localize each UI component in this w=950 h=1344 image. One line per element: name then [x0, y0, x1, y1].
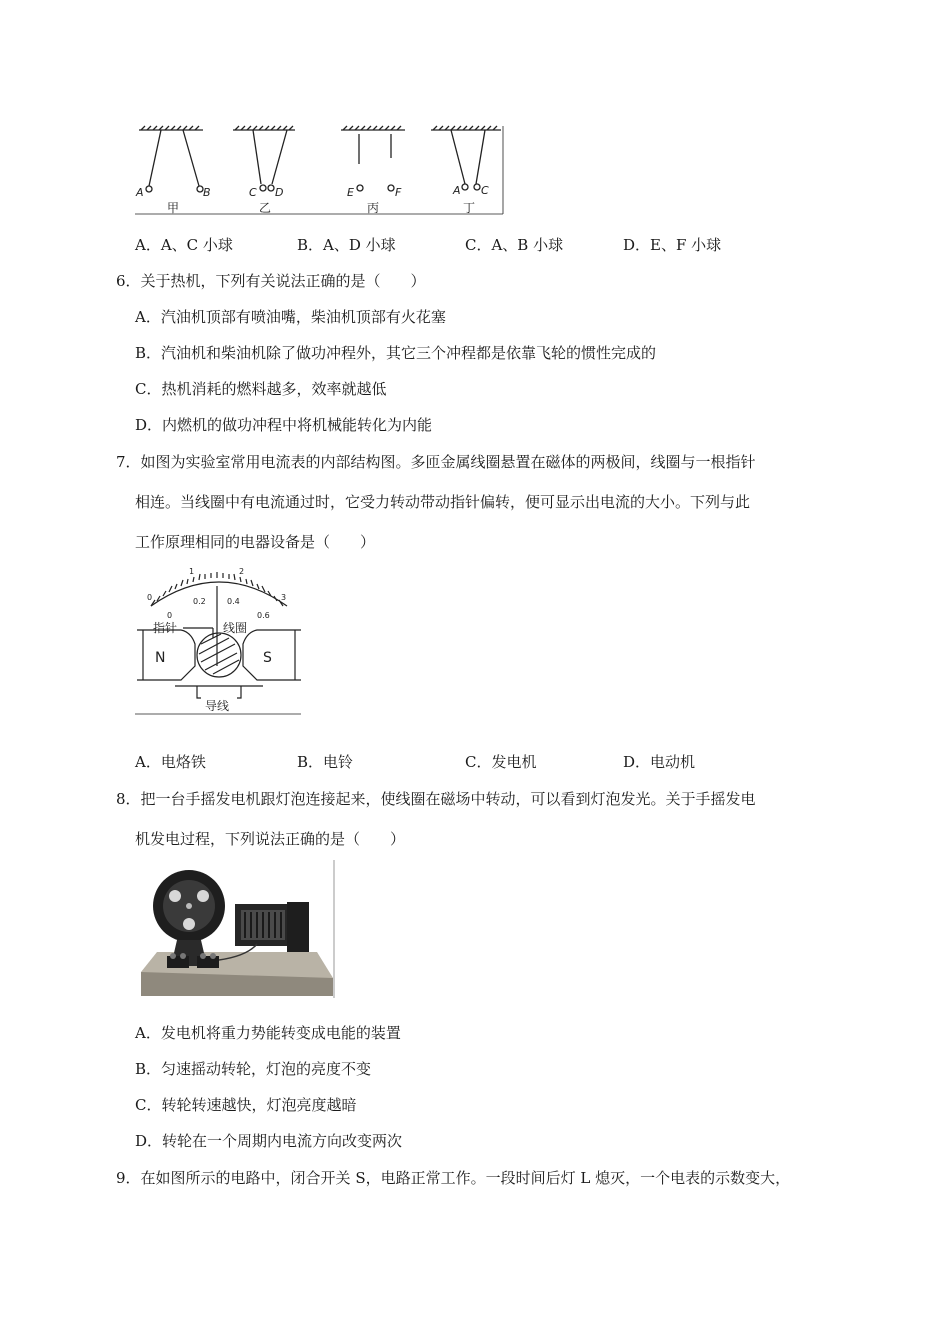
q8-option-a[interactable]: A．发电机将重力势能转变成电能的装置: [135, 1024, 401, 1042]
ammeter-tick-2: 2: [239, 567, 245, 576]
coil-label: 线圈: [223, 621, 248, 635]
q5-options: [135, 235, 835, 255]
ammeter-tick-02: 0.2: [193, 597, 206, 606]
q6-option-a[interactable]: A．汽油机顶部有喷油嘴，柴油机顶部有火花塞: [135, 308, 446, 326]
q8-stem-line-2: 机发电过程，下列说法正确的是（ ）: [135, 830, 406, 848]
pendulum-figure: [135, 124, 505, 216]
north-pole-label: N: [155, 650, 166, 666]
ammeter-tick-06: 0.6: [257, 611, 270, 620]
q9-stem: 9．在如图所示的电路中，闭合开关 S，电路正常工作。一段时间后灯 L 熄灭，一个电表的示数变大，: [116, 1169, 791, 1187]
q7-stem-line-1: 7．如图为实验室常用电流表的内部结构图。多匝金属线圈悬置在磁体的两极间，线圈与一根指针: [116, 453, 756, 471]
q5-option-a[interactable]: A．A、C 小球: [135, 236, 233, 254]
pointer-label: 指针: [153, 621, 178, 635]
ball-label-d: D: [275, 186, 284, 199]
q6-option-c[interactable]: C．热机消耗的燃料越多，效率就越低: [135, 380, 387, 398]
south-pole-label: S: [263, 650, 272, 666]
q7-options: [135, 752, 835, 772]
ammeter-figure: [135, 562, 303, 718]
q8-option-b[interactable]: B．匀速摇动转轮，灯泡的亮度不变: [135, 1060, 372, 1078]
ammeter-tick-0b: 0: [167, 611, 173, 620]
figure-label-jia: 甲: [167, 201, 180, 215]
figure-label-bing: 丙: [367, 201, 380, 215]
ball-label-a: A: [136, 186, 144, 199]
q5-option-c[interactable]: C．A、B 小球: [465, 236, 564, 254]
ball-label-f: F: [395, 186, 402, 199]
wire-label: 导线: [205, 699, 230, 713]
q8-stem-line-1: 8．把一台手摇发电机跟灯泡连接起来，使线圈在磁场中转动，可以看到灯泡发光。关于手摇发电: [116, 790, 756, 808]
ammeter-tick-1: 1: [189, 567, 195, 576]
ball-label-e: E: [347, 186, 354, 199]
q5-option-b[interactable]: B．A、D 小球: [297, 236, 396, 254]
ammeter-tick-3: 3: [281, 593, 287, 602]
q6-option-b[interactable]: B．汽油机和柴油机除了做功冲程外，其它三个冲程都是依靠飞轮的惯性完成的: [135, 344, 657, 362]
q7-stem-line-3: 工作原理相同的电器设备是（ ）: [135, 533, 376, 551]
q7-option-d[interactable]: D．电动机: [623, 753, 696, 771]
ammeter-tick-04: 0.4: [227, 597, 240, 606]
figure-label-yi: 乙: [259, 201, 272, 215]
q5-option-d[interactable]: D．E、F 小球: [623, 236, 722, 254]
q8-option-d[interactable]: D．转轮在一个周期内电流方向改变两次: [135, 1132, 403, 1150]
q6-option-d[interactable]: D．内燃机的做功冲程中将机械能转化为内能: [135, 416, 433, 434]
q7-option-c[interactable]: C．发电机: [465, 753, 537, 771]
ammeter-tick-0: 0: [147, 593, 153, 602]
ball-label-c: C: [249, 186, 257, 199]
ball-label-a2: A: [453, 184, 461, 197]
q7-option-b[interactable]: B．电铃: [297, 753, 354, 771]
ball-label-b: B: [203, 186, 211, 199]
ball-label-c2: C: [481, 184, 489, 197]
q7-stem-line-2: 相连。当线圈中有电流通过时，它受力转动带动指针偏转，便可显示出电流的大小。下列与此: [135, 493, 751, 511]
hand-generator-photo: [137, 860, 337, 1000]
q7-option-a[interactable]: A．电烙铁: [135, 753, 206, 771]
figure-label-ding: 丁: [463, 201, 476, 215]
q6-stem: 6．关于热机，下列有关说法正确的是（ ）: [116, 272, 426, 290]
q8-option-c[interactable]: C．转轮转速越快，灯泡亮度越暗: [135, 1096, 357, 1114]
